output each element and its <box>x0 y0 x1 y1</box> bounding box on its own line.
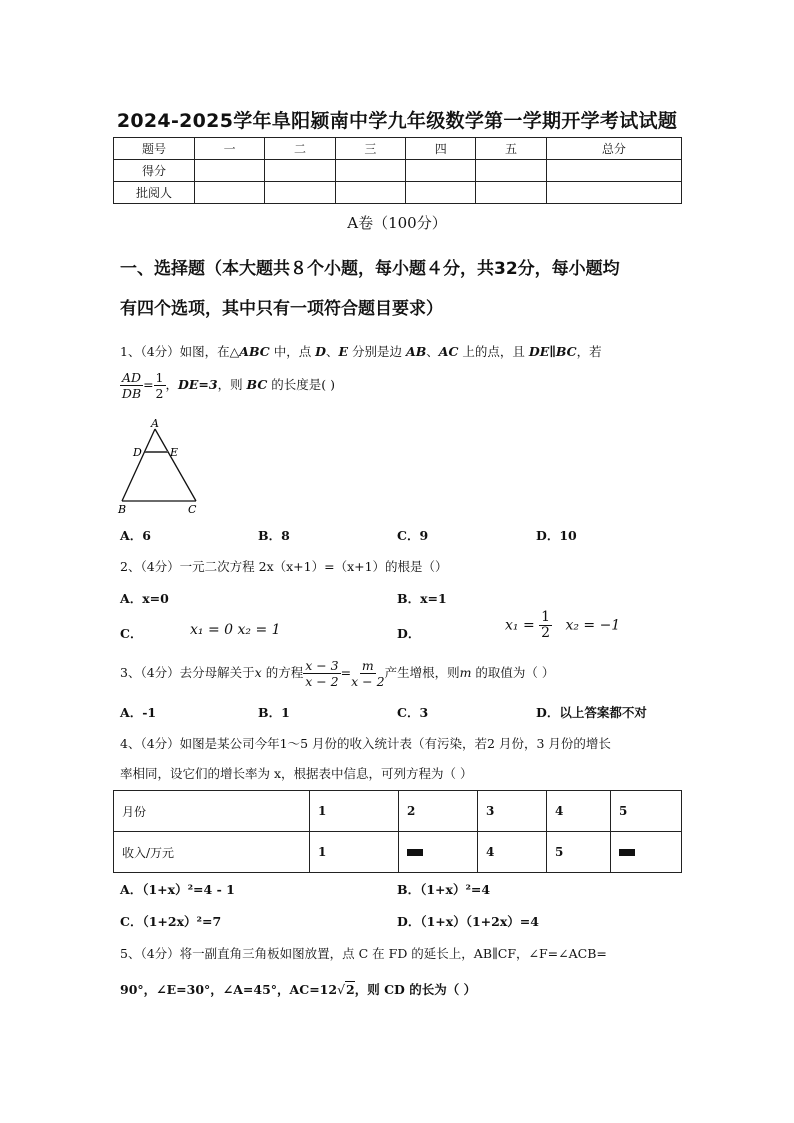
math: BC <box>246 377 268 392</box>
smudge <box>407 849 423 856</box>
cell <box>335 160 405 182</box>
label-a: A <box>151 417 159 430</box>
fraction-half <box>539 610 552 641</box>
header-cell: 二 <box>265 138 335 160</box>
text: 90°，∠E=30°，∠A=45°，AC=12 <box>120 982 338 997</box>
header-cell: 四 <box>406 138 476 160</box>
question-1-line1 <box>120 342 602 360</box>
question-4-line2: 率相同，设它们的增长率为 x，根据表中信息，可列方程为（ ） <box>120 766 473 781</box>
text: 、 <box>426 344 439 359</box>
cell: 5 <box>547 832 611 873</box>
q3-option-c[interactable]: C．3 <box>397 705 429 720</box>
cell <box>195 160 265 182</box>
section-heading-line1: 一、选择题（本大题共８个小题，每小题４分，共32分，每小题均 <box>120 259 620 279</box>
math: DE=3 <box>178 377 218 392</box>
q4-option-b[interactable]: B．（1+x）²=4 <box>397 882 491 897</box>
math: AC <box>438 344 459 359</box>
sqrt-radicand: 2 <box>346 982 355 997</box>
math: AB <box>406 344 427 359</box>
page-title: 2024-2025学年阜阳颍南中学九年级数学第一学期开学考试试题 <box>116 110 678 132</box>
question-1-line2 <box>120 370 335 401</box>
table-row <box>114 791 682 832</box>
question-5-line2: 90°，∠E=30°，∠A=45°，AC=12√2，则 CD 的长为（ ） <box>120 982 477 997</box>
cell <box>611 832 682 873</box>
denominator: 2 <box>155 386 164 401</box>
q2-option-c[interactable]: C． <box>120 626 143 641</box>
cell <box>335 182 405 204</box>
q2-option-a[interactable]: A．x=0 <box>120 591 169 606</box>
text: 的方程 <box>261 665 304 680</box>
table-row <box>114 160 682 182</box>
q1-option-a[interactable]: A．6 <box>120 528 151 543</box>
table-row <box>114 182 682 204</box>
fraction-half <box>154 370 166 401</box>
q1-option-d[interactable]: D．10 <box>536 528 577 543</box>
fraction-ad-db <box>120 370 143 401</box>
cell: 1 <box>310 832 399 873</box>
cell <box>406 182 476 204</box>
question-2: 2、（4分）一元二次方程 2x（x+1）=（x+1）的根是（） <box>120 559 448 574</box>
label-b: B <box>118 503 127 516</box>
table-row <box>114 832 682 873</box>
cell <box>476 182 546 204</box>
text: 的长度是( ) <box>267 377 335 392</box>
math: D <box>315 344 327 359</box>
smudge <box>619 849 635 856</box>
denominator: x − 2 <box>305 674 339 689</box>
math: x₂ = −1 <box>565 617 621 634</box>
q3-option-d[interactable]: D．以上答案都不对 <box>536 705 647 720</box>
cell <box>546 182 681 204</box>
cell: 4 <box>547 791 611 832</box>
math: △ABC <box>229 344 270 359</box>
cell: 收入/万元 <box>114 832 310 873</box>
header-cell: 三 <box>335 138 405 160</box>
question-5-line1: 5、（4分）将一副直角三角板如图放置，点 C 在 FD 的延长上，AB∥CF，∠F=∠ACB= <box>120 946 607 961</box>
table-row <box>114 138 682 160</box>
fraction-1 <box>303 658 340 689</box>
cell: 2 <box>399 791 478 832</box>
header-cell: 五 <box>476 138 546 160</box>
paper-a-heading: A卷（100分） <box>347 214 447 232</box>
text: ，则 <box>217 377 247 392</box>
label-d: D <box>133 446 142 459</box>
text: = <box>340 665 352 680</box>
row-label: 得分 <box>114 160 195 182</box>
cell: 4 <box>478 832 547 873</box>
q2-option-b[interactable]: B．x=1 <box>397 591 447 606</box>
question-4-line1: 4、（4分）如图是某公司今年1～5 月份的收入统计表（有污染，若2 月份，3 月份的增长 <box>120 736 611 751</box>
q2-option-d-math <box>505 610 620 641</box>
text: 1、（4分）如图，在 <box>120 344 230 359</box>
cell <box>265 182 335 204</box>
q4-option-d[interactable]: D．（1+x）（1+2x）=4 <box>397 914 539 929</box>
math: DE∥BC <box>528 344 577 359</box>
text: 的取值为（ ） <box>471 665 555 680</box>
cell <box>546 160 681 182</box>
cell <box>399 832 478 873</box>
denominator: DB <box>121 386 142 401</box>
text: 中，点 <box>269 344 316 359</box>
text: 产生增根，则 <box>384 665 460 680</box>
fraction-2 <box>351 658 384 689</box>
label-e: E <box>170 446 179 459</box>
score-table <box>113 137 682 204</box>
text: = <box>143 377 154 392</box>
cell: 月份 <box>114 791 310 832</box>
text: ，则 CD 的长为（ ） <box>354 982 477 997</box>
q3-option-b[interactable]: B．1 <box>258 705 290 720</box>
numerator: m <box>361 658 374 673</box>
text: ，若 <box>576 344 602 359</box>
q2-option-c-math: x₁ = 0 x₂ = 1 <box>190 622 281 638</box>
numerator: x − 3 <box>305 658 339 673</box>
header-cell: 题号 <box>114 138 195 160</box>
text: 、 <box>326 344 339 359</box>
question-3 <box>120 658 554 689</box>
q4-option-c[interactable]: C．（1+2x）²=7 <box>120 914 222 929</box>
math: x <box>254 665 262 680</box>
section-heading-line2: 有四个选项，其中只有一项符合题目要求） <box>120 299 443 319</box>
label-c: C <box>188 503 197 516</box>
cell <box>195 182 265 204</box>
header-cell: 总分 <box>546 138 681 160</box>
cell: 3 <box>478 791 547 832</box>
math: E <box>338 344 349 359</box>
row-label: 批阅人 <box>114 182 195 204</box>
income-table <box>113 790 682 873</box>
math: m <box>459 665 472 680</box>
q4-option-a[interactable]: A．（1+x）²=4 - 1 <box>120 882 235 897</box>
q3-option-a[interactable]: A．-1 <box>120 705 157 720</box>
header-cell: 一 <box>195 138 265 160</box>
q2-option-d[interactable]: D． <box>397 626 421 641</box>
denominator: 2 <box>541 625 551 641</box>
text: 分别是边 <box>348 344 407 359</box>
text: 上的点，且 <box>458 344 529 359</box>
cell <box>406 160 476 182</box>
numerator: 1 <box>541 609 551 625</box>
numerator: AD <box>122 370 142 385</box>
numerator: 1 <box>155 370 164 385</box>
text: ， <box>165 377 179 392</box>
text: 3、（4分）去分母解关于 <box>120 665 255 680</box>
q1-option-c[interactable]: C．9 <box>397 528 429 543</box>
triangle-figure <box>114 416 204 516</box>
q1-option-b[interactable]: B．8 <box>258 528 290 543</box>
denominator: x − 2 <box>351 674 385 689</box>
cell <box>476 160 546 182</box>
cell <box>265 160 335 182</box>
cell: 5 <box>611 791 682 832</box>
math: x₁ = <box>505 617 535 634</box>
cell: 1 <box>310 791 399 832</box>
